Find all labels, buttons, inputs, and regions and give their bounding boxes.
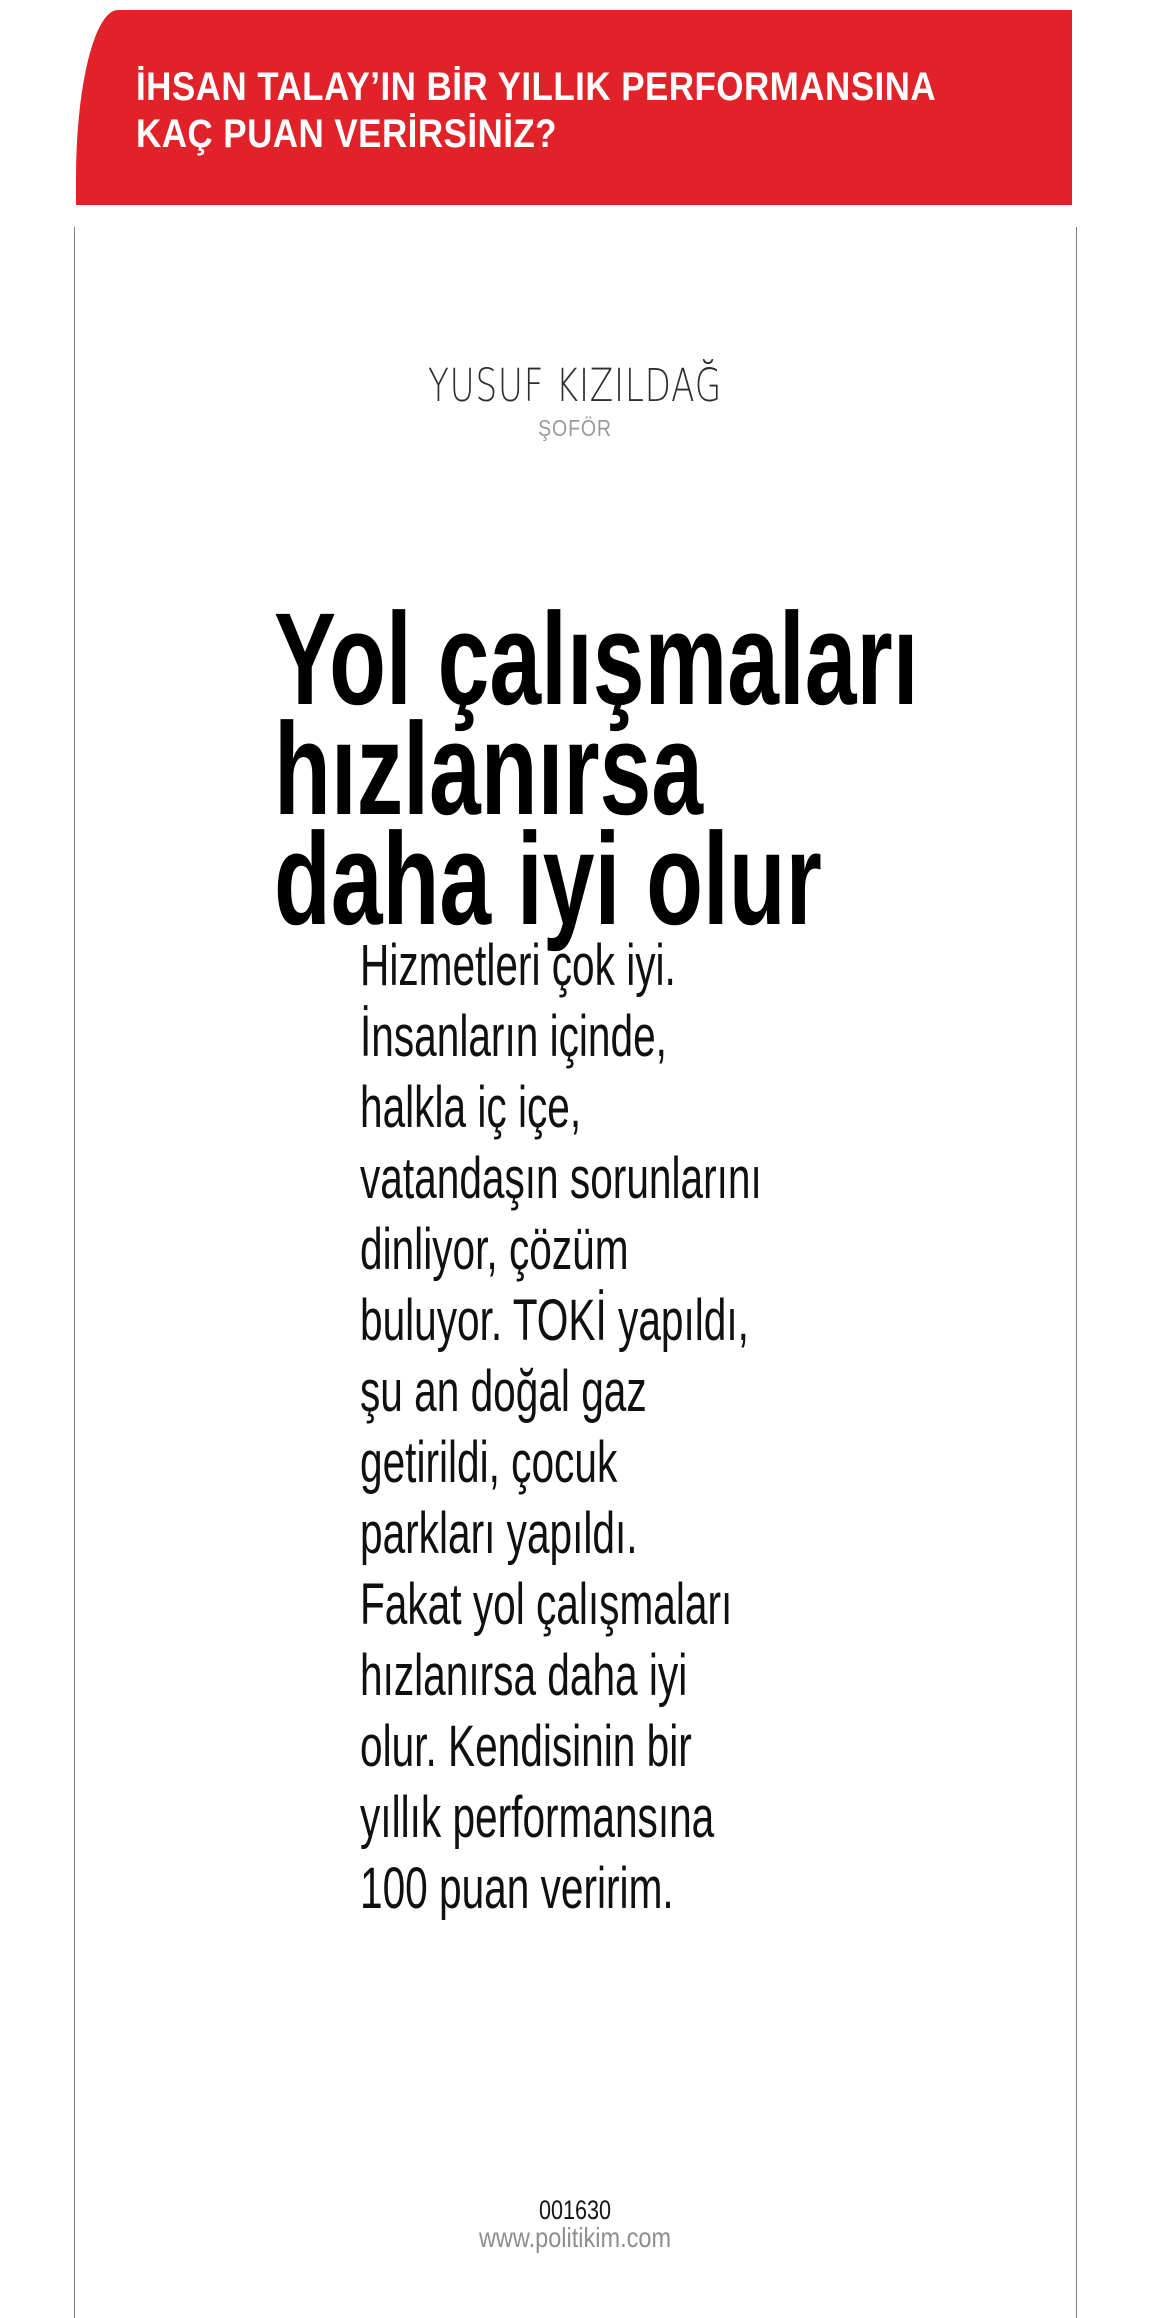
quote-body bbox=[360, 930, 762, 1924]
quote-body-line: Hizmetleri çok iyi. bbox=[360, 933, 676, 998]
header-title bbox=[136, 64, 936, 158]
quote-body-line: getirildi, çocuk bbox=[360, 1430, 618, 1495]
quote-headline bbox=[274, 585, 919, 952]
quote-body-line: İnsanların içinde, bbox=[360, 1004, 667, 1069]
headline-line-2: hızlanırsa bbox=[274, 695, 704, 842]
quote-body-line: olur. Kendisinin bir bbox=[360, 1714, 692, 1779]
quote-body-line: yıllık performansına bbox=[360, 1785, 715, 1850]
quote-body-line: halkla iç içe, bbox=[360, 1075, 582, 1140]
person-role: ŞOFÖR bbox=[538, 415, 612, 441]
quote-body-line: buluyor. TOKİ yapıldı, bbox=[360, 1288, 749, 1353]
quote-body-line: dinliyor, çözüm bbox=[360, 1217, 629, 1282]
item-code: 001630 bbox=[538, 2195, 612, 2225]
quote-body-line: parkları yapıldı. bbox=[360, 1501, 638, 1566]
person-name: YUSUF KIZILDAĞ bbox=[428, 359, 722, 412]
website-url[interactable]: www.politikim.com bbox=[478, 2222, 672, 2253]
headline-line-1: Yol çalışmaları bbox=[274, 585, 919, 732]
quote-body-line: Fakat yol çalışmaları bbox=[360, 1572, 733, 1637]
quote-body-line: hızlanırsa daha iyi bbox=[360, 1643, 688, 1708]
header-title-line-2: KAÇ PUAN VERİRSİNİZ? bbox=[136, 112, 557, 156]
quote-body-line: 100 puan veririm. bbox=[360, 1856, 674, 1921]
quote-body-line: şu an doğal gaz bbox=[360, 1359, 647, 1424]
header-banner bbox=[76, 10, 1072, 205]
headline-line-3: daha iyi olur bbox=[274, 805, 822, 952]
quote-body-line: vatandaşın sorunlarını bbox=[360, 1146, 762, 1211]
header-title-line-1: İHSAN TALAY’IN BİR YILLIK PERFORMANSINA bbox=[136, 65, 937, 109]
